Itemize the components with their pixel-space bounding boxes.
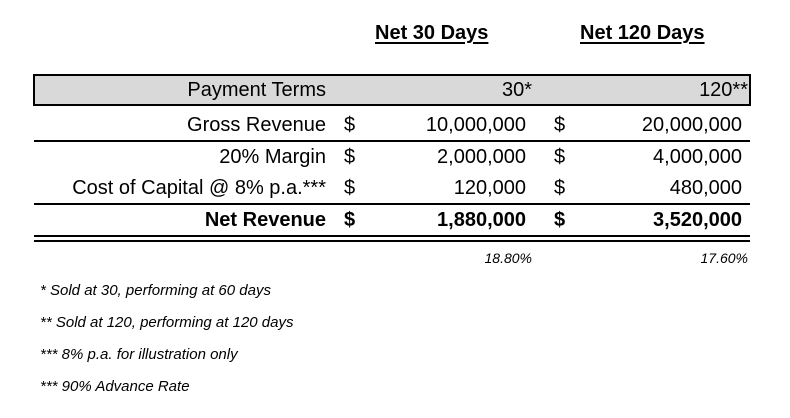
table-row-net-revenue <box>0 205 790 235</box>
value-net-30: 2,000,000 <box>437 146 526 168</box>
percentage-net-120: 17.60% <box>700 250 748 266</box>
percentage-net-30: 18.80% <box>484 250 532 266</box>
currency-symbol: $ <box>554 177 566 199</box>
value-net-120: 4,000,000 <box>653 146 742 168</box>
currency-symbol: $ <box>344 114 356 136</box>
footnote: * Sold at 30, performing at 60 days <box>40 282 271 299</box>
row-label: Cost of Capital @ 8% p.a.*** <box>72 177 326 199</box>
table-row-payment-terms <box>0 75 790 105</box>
row-label: Net Revenue <box>204 209 326 231</box>
value-net-120: 20,000,000 <box>641 114 742 136</box>
currency-symbol: $ <box>554 146 566 168</box>
value-net-30: 120,000 <box>453 177 526 199</box>
value-net-120: 480,000 <box>669 177 742 199</box>
double-underline <box>34 235 750 242</box>
footnote: *** 90% Advance Rate <box>40 378 190 395</box>
header-net-30: Net 30 Days <box>375 22 489 44</box>
currency-symbol: $ <box>554 114 566 136</box>
row-label: 20% Margin <box>219 146 326 168</box>
row-label: Gross Revenue <box>187 114 326 136</box>
table-row-gross-revenue <box>0 110 790 140</box>
header-net-120: Net 120 Days <box>580 22 705 44</box>
table-row-cost-of-capital <box>0 173 790 203</box>
footnote: ** Sold at 120, performing at 120 days <box>40 314 294 331</box>
table-row-margin <box>0 142 790 172</box>
footnote: *** 8% p.a. for illustration only <box>40 346 238 363</box>
currency-symbol: $ <box>344 177 356 199</box>
currency-symbol: $ <box>344 209 356 231</box>
value-net-30: 10,000,000 <box>425 114 526 136</box>
row-label: Payment Terms <box>187 79 326 101</box>
currency-symbol: $ <box>344 146 356 168</box>
value-net-30: 1,880,000 <box>437 209 526 231</box>
currency-symbol: $ <box>554 209 566 231</box>
value-net-30: 30* <box>501 79 532 101</box>
value-net-120: 120** <box>699 79 748 101</box>
value-net-120: 3,520,000 <box>653 209 742 231</box>
